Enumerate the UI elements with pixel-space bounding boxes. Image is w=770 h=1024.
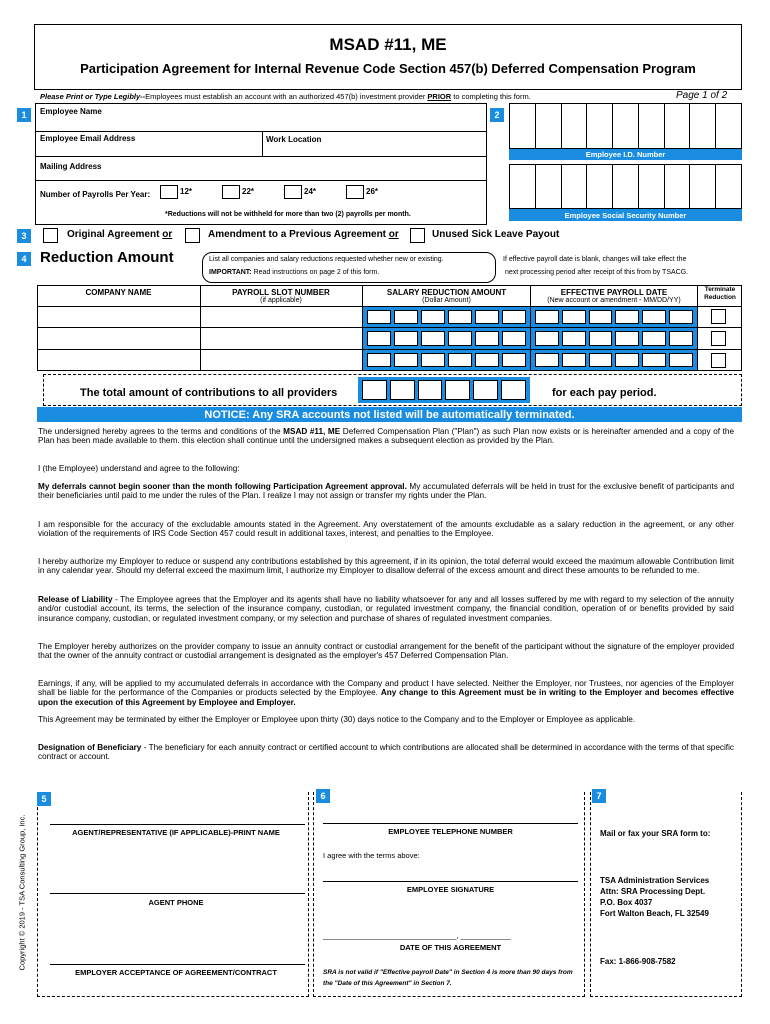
address-line-4: Fort Walton Beach, FL 32549 bbox=[600, 909, 709, 918]
col-slot-sub: (if applicable) bbox=[260, 297, 302, 304]
or-1: or bbox=[162, 229, 173, 240]
sick-leave-checkbox[interactable] bbox=[410, 228, 425, 243]
col-date-sub: (New account or amendment - MM/DD/YY) bbox=[547, 297, 681, 304]
amendment-checkbox[interactable] bbox=[185, 228, 200, 243]
agreement-date-label: DATE OF THIS AGREEMENT bbox=[399, 943, 502, 952]
original-agreement-checkbox[interactable] bbox=[43, 228, 58, 243]
amendment-label bbox=[208, 229, 399, 240]
section-3-number: 3 bbox=[17, 229, 31, 243]
reduction-amount-title: Reduction Amount bbox=[40, 249, 174, 266]
employee-id-bar: Employee I.D. Number bbox=[509, 149, 742, 160]
agreement-p8 bbox=[38, 743, 734, 762]
employee-phone-line[interactable] bbox=[323, 823, 578, 824]
email-label: Employee Email Address bbox=[40, 134, 136, 143]
form-title: MSAD #11, ME bbox=[329, 35, 447, 54]
employee-signature-label: EMPLOYEE SIGNATURE bbox=[406, 885, 495, 894]
amendment-text: Amendment to a Previous Agreement bbox=[208, 229, 389, 240]
section-7-number: 7 bbox=[592, 789, 606, 803]
agreement-intro bbox=[38, 427, 734, 446]
important-text: Read instructions on page 2 of this form. bbox=[251, 269, 380, 276]
total-label: The total amount of contributions to all providers bbox=[80, 387, 338, 399]
terminate-checkbox-3[interactable] bbox=[711, 353, 726, 368]
salary-input-1[interactable] bbox=[363, 307, 530, 327]
original-agreement-label bbox=[67, 229, 172, 240]
form-subtitle: Participation Agreement for Internal Revenue Code Section 457(b) Deferred Compensation Program bbox=[80, 61, 696, 76]
effective-date-input-1[interactable] bbox=[531, 307, 697, 327]
original-agreement-text: Original Agreement bbox=[67, 229, 163, 240]
employee-phone-label: EMPLOYEE TELEPHONE NUMBER bbox=[388, 827, 513, 836]
employee-name-field[interactable] bbox=[36, 120, 486, 130]
instructions-prior: PRIOR bbox=[427, 92, 452, 101]
agreement-p4 bbox=[38, 595, 734, 623]
p8-bold: Designation of Beneficiary bbox=[38, 743, 142, 752]
notice-bar: NOTICE: Any SRA accounts not listed will be automatically terminated. bbox=[37, 407, 742, 422]
section-5-number: 5 bbox=[37, 792, 51, 806]
employer-acceptance-line[interactable] bbox=[50, 964, 305, 965]
address-line-3: P.O. Box 4037 bbox=[600, 898, 653, 907]
total-amount-input[interactable] bbox=[358, 377, 530, 403]
divider bbox=[35, 131, 487, 132]
form-header bbox=[34, 24, 742, 90]
col-slot-header: PAYROLL SLOT NUMBER bbox=[232, 288, 330, 297]
section-5-box bbox=[37, 792, 309, 997]
p6-bold: Any change to this Agreement must be in writing to the Employer and becomes effective upon the execution of this Agreement by Employee and Employer. bbox=[38, 688, 734, 707]
section-2-number: 2 bbox=[490, 108, 504, 122]
agreement-p2: I am responsible for the accuracy of the excludable amounts stated in the Agreement. Any overstatement of the amounts excludable as a salary reduction in the agreement, or any other violation of the requirements of IRS Code Section 457 could result in additional taxes, interest, and penalties to the Employee. bbox=[38, 520, 734, 539]
p6-text: Earnings, if any, will be applied to my accumulated deferrals in accordance with the Company and product I have selected. Neither the Employer, nor Trustees, nor agencies of the Employer shall be liable for the performance of the Companies or products selected by the Employee. bbox=[38, 679, 734, 698]
sick-leave-label: Unused Sick Leave Payout bbox=[432, 229, 560, 240]
agreement-p7: This Agreement may be terminated by either the Employer or Employee upon thirty (30) days notice to the Company and to the Employer or Employee as applicable. bbox=[38, 715, 636, 724]
payroll-footnote: *Reductions will not be withheld for more than two (2) payrolls per month. bbox=[165, 211, 411, 218]
mailing-address-label: Mailing Address bbox=[40, 162, 102, 171]
ssn-bar: Employee Social Security Number bbox=[509, 209, 742, 221]
employer-acceptance-label: EMPLOYER ACCEPTANCE OF AGREEMENT/CONTRACT bbox=[75, 968, 277, 977]
agreement-p5: The Employer hereby authorizes on the provider company to issue an annuity contract or custodial arrangement for the benefit of the participant without the signature of the employer provided that the owner of the annuity contract or custodial arrangement is designated as the employer's 457 Deferred Compensation Plan. bbox=[38, 642, 734, 661]
col-terminate-header: Terminate Reduction bbox=[704, 286, 736, 301]
agent-phone-line[interactable] bbox=[50, 893, 305, 894]
divider bbox=[262, 131, 263, 156]
instructions-suffix: to completing this form. bbox=[451, 92, 531, 101]
intro-plan: MSAD #11, ME bbox=[283, 427, 341, 436]
col-salary-sub: (Dollar Amount) bbox=[422, 297, 471, 304]
agent-phone-label: AGENT PHONE bbox=[148, 898, 204, 907]
total-suffix: for each pay period. bbox=[552, 387, 657, 399]
agent-name-label: AGENT/REPRESENTATIVE (IF APPLICABLE)-PRINT NAME bbox=[72, 828, 280, 837]
mail-label: Mail or fax your SRA form to: bbox=[600, 829, 711, 838]
instructions-text: Employees must establish an account with an authorized 457(b) investment provider bbox=[145, 92, 428, 101]
important-label: IMPORTANT: bbox=[209, 269, 252, 276]
company-name-input-1[interactable] bbox=[38, 307, 200, 327]
employee-name-label: Employee Name bbox=[40, 107, 102, 116]
slot-number-input-1[interactable] bbox=[201, 307, 362, 327]
note-line-1: List all companies and salary reductions requested whether new or existing. bbox=[209, 256, 444, 263]
agreement-p3: I hereby authorize my Employer to reduce or suspend any contributions established by this agreement, if in its opinion, the total deferral would exceed the maximum allowable Contribution limit in any calendar year. Should my deferral exceed the maximum limit, I authorize my Employer to disallow deferral of the excess amount and direct these amounts to be refunded to me. bbox=[38, 557, 734, 576]
ssn-grid[interactable] bbox=[509, 164, 742, 209]
p1-text: My accumulated deferrals will be held in trust for the exclusive benefit of participants and their beneficiaries until paid to me under the rules of the Plan. I realize I may not assign or transfer my rights under the Plan. bbox=[38, 482, 734, 501]
payroll-24-checkbox[interactable] bbox=[284, 185, 302, 199]
p4-bold: Release of Liability bbox=[38, 595, 113, 604]
note-line-2 bbox=[209, 269, 379, 276]
page-number: Page 1 of 2 bbox=[676, 90, 728, 101]
company-name-input-2[interactable] bbox=[38, 328, 200, 349]
salary-input-3[interactable] bbox=[363, 350, 530, 370]
or-2: or bbox=[388, 229, 399, 240]
employee-id-grid[interactable] bbox=[509, 103, 742, 149]
col-company-header: COMPANY NAME bbox=[85, 288, 152, 297]
intro-text-b: Deferred Compensation Plan ("Plan") as such Plan now exists or is hereinafter amended and a copy of the Plan has been made available to them. this election shall continue until the undersigned makes a subsequent election as provided by the Plan. bbox=[38, 427, 735, 446]
divider bbox=[35, 156, 487, 157]
effective-date-input-3[interactable] bbox=[531, 350, 697, 370]
payroll-26-label: 26* bbox=[366, 187, 379, 196]
address-line-2: Attn: SRA Processing Dept. bbox=[600, 887, 706, 896]
p4-text: - The Employee agrees that the Employer and its agents shall have no liability whatsoever for any and all losses suffered by me with regard to my selection of the annuity and/or custodial account, its terms, the selection of the insurance company, custodian, or regulated investment company, the financial condition, operation of or benefits provided by said insurance company, custodian, or regulated investment company, or my selection and purchase of shares of regulated investment companies. bbox=[38, 595, 734, 623]
col-date-header: EFFECTIVE PAYROLL DATE bbox=[560, 288, 668, 297]
section-4-number: 4 bbox=[17, 252, 31, 266]
effective-note-1: If effective payroll date is blank, changes will take effect the bbox=[503, 256, 687, 263]
payrolls-label: Number of Payrolls Per Year: bbox=[40, 190, 151, 199]
payroll-24-label: 24* bbox=[304, 187, 317, 196]
payroll-22-checkbox[interactable] bbox=[222, 185, 240, 199]
agreement-p6 bbox=[38, 679, 734, 707]
salary-input-2[interactable] bbox=[363, 328, 530, 349]
instructions bbox=[40, 92, 531, 101]
col-salary-header: SALARY REDUCTION AMOUNT bbox=[386, 288, 507, 297]
company-name-input-3[interactable] bbox=[38, 350, 200, 370]
terminate-checkbox-2[interactable] bbox=[711, 331, 726, 346]
work-location-label: Work Location bbox=[266, 135, 322, 144]
payroll-22-label: 22* bbox=[242, 187, 255, 196]
section-1-number: 1 bbox=[17, 108, 31, 122]
payroll-26-checkbox[interactable] bbox=[346, 185, 364, 199]
payroll-12-label: 12* bbox=[180, 187, 193, 196]
agreement-understand: I (the Employee) understand and agree to the following: bbox=[38, 464, 240, 473]
fax-number: Fax: 1-866-908-7582 bbox=[600, 957, 676, 966]
p8-text: - The beneficiary for each annuity contract or certified account to which contributions are allocated shall be determined in accordance with the terms of that specific contract or account. bbox=[38, 743, 734, 762]
effective-date-input-2[interactable] bbox=[531, 328, 697, 349]
intro-text-a: The undersigned hereby agrees to the terms and conditions of the bbox=[38, 427, 284, 436]
p1-bold: My deferrals cannot begin sooner than the month following Participation Agreement approval. bbox=[38, 482, 407, 491]
effective-note-2: next processing period after receipt of this from by TSACG. bbox=[505, 269, 689, 276]
divider bbox=[35, 180, 487, 181]
address-line-1: TSA Administration Services bbox=[600, 876, 710, 885]
slot-number-input-3[interactable] bbox=[201, 350, 362, 370]
agreement-date-line[interactable]: ________________________________, ____________ bbox=[323, 931, 511, 940]
employee-signature-line[interactable] bbox=[323, 881, 578, 882]
agree-text: I agree with the terms above: bbox=[323, 851, 420, 860]
section-6-number: 6 bbox=[316, 789, 330, 803]
instructions-prefix: Please Print or Type Legibly-- bbox=[40, 92, 146, 101]
agreement-p1 bbox=[38, 482, 734, 501]
copyright: Copyright © 2019 - TSA Consulting Group, Inc. bbox=[17, 814, 27, 971]
validity-warning: SRA is not valid if "Effective payroll Date" in Section 4 is more than 90 days from the "Date of this Agreement" in Section 7. bbox=[323, 969, 573, 987]
slot-number-input-2[interactable] bbox=[201, 328, 362, 349]
payroll-12-checkbox[interactable] bbox=[160, 185, 178, 199]
agent-name-line[interactable] bbox=[50, 824, 305, 825]
terminate-checkbox-1[interactable] bbox=[711, 309, 726, 324]
